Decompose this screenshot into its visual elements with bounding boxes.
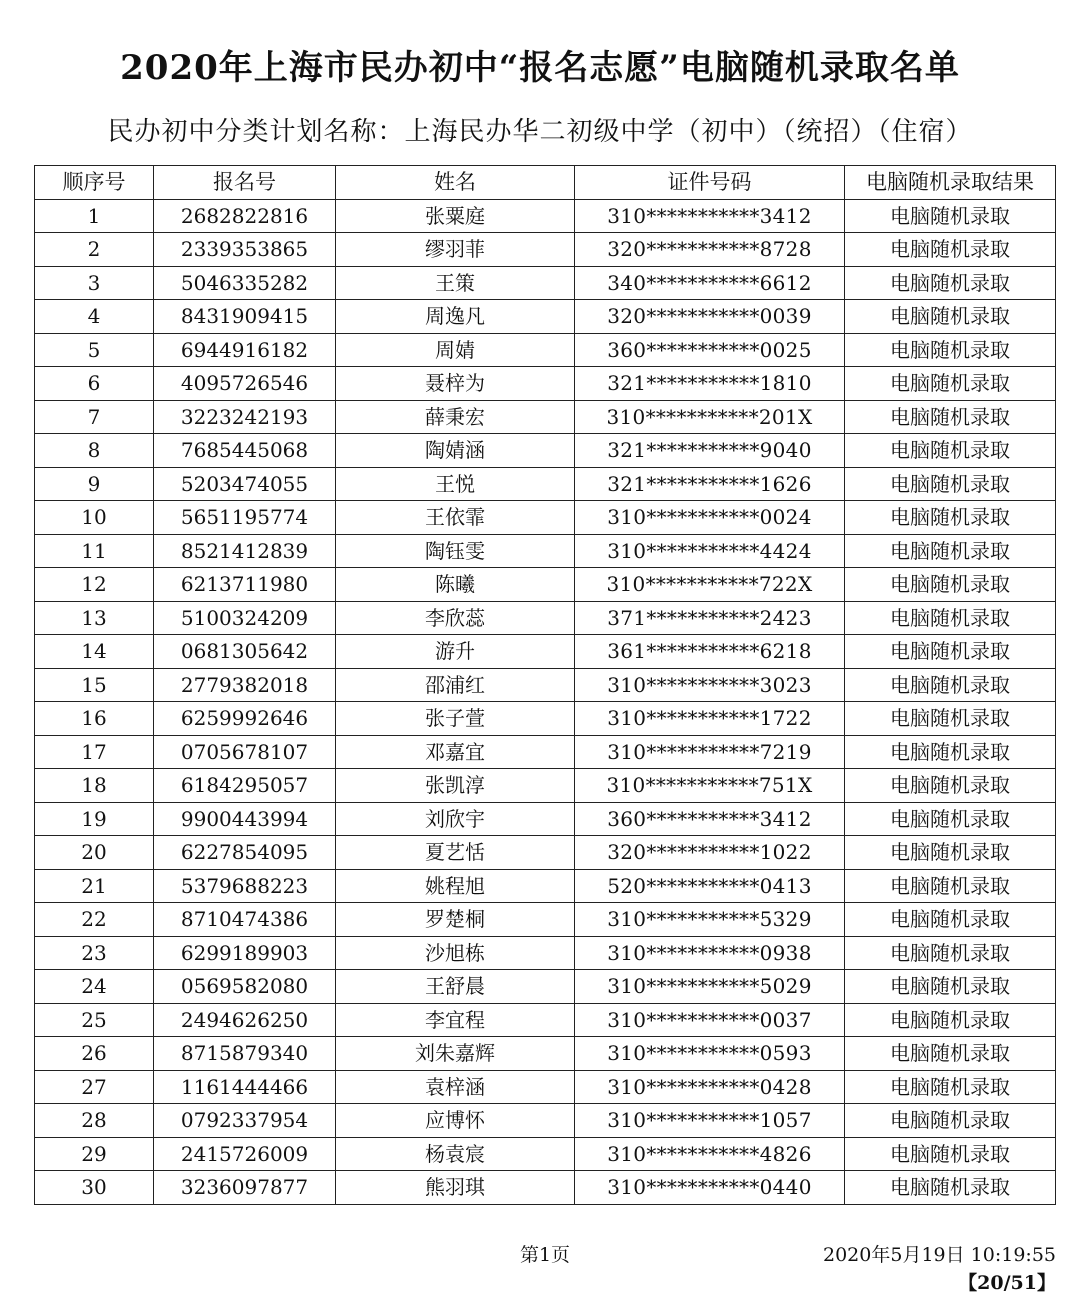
cell-name: 王依霏: [336, 501, 575, 535]
table-header-row: [35, 166, 1056, 200]
table-row: [35, 936, 1056, 970]
cell-sequence: 29: [35, 1137, 154, 1171]
cell-sequence: 25: [35, 1003, 154, 1037]
cell-admission-result: 电脑随机录取: [845, 400, 1056, 434]
cell-sequence: 1: [35, 199, 154, 233]
table-body: [35, 199, 1056, 1204]
cell-registration-number: 0569582080: [154, 970, 336, 1004]
cell-name: 姚程旭: [336, 869, 575, 903]
cell-registration-number: 0681305642: [154, 635, 336, 669]
cell-registration-number: 9900443994: [154, 802, 336, 836]
table-row: [35, 903, 1056, 937]
cell-id-number: 321***********1810: [575, 367, 845, 401]
cell-admission-result: 电脑随机录取: [845, 802, 1056, 836]
cell-name: 王舒晨: [336, 970, 575, 1004]
admission-table: [34, 165, 1056, 1205]
cell-admission-result: 电脑随机录取: [845, 233, 1056, 267]
cell-name: 邓嘉宜: [336, 735, 575, 769]
table-row: [35, 1037, 1056, 1071]
cell-registration-number: 6184295057: [154, 769, 336, 803]
cell-id-number: 310***********0024: [575, 501, 845, 535]
table-row: [35, 434, 1056, 468]
table-row: [35, 501, 1056, 535]
cell-id-number: 371***********2423: [575, 601, 845, 635]
cell-id-number: 310***********7219: [575, 735, 845, 769]
cell-id-number: 310***********5029: [575, 970, 845, 1004]
table-row: [35, 1070, 1056, 1104]
cell-id-number: 310***********5329: [575, 903, 845, 937]
table-row: [35, 568, 1056, 602]
header-sequence: 顺序号: [35, 166, 154, 200]
cell-registration-number: 6259992646: [154, 702, 336, 736]
cell-registration-number: 6227854095: [154, 836, 336, 870]
cell-admission-result: 电脑随机录取: [845, 434, 1056, 468]
cell-name: 薛秉宏: [336, 400, 575, 434]
table-row: [35, 836, 1056, 870]
cell-admission-result: 电脑随机录取: [845, 1070, 1056, 1104]
table-row: [35, 735, 1056, 769]
table-row: [35, 1003, 1056, 1037]
cell-registration-number: 2415726009: [154, 1137, 336, 1171]
cell-sequence: 14: [35, 635, 154, 669]
cell-registration-number: 0705678107: [154, 735, 336, 769]
cell-id-number: 321***********1626: [575, 467, 845, 501]
cell-sequence: 17: [35, 735, 154, 769]
cell-sequence: 6: [35, 367, 154, 401]
cell-sequence: 13: [35, 601, 154, 635]
cell-name: 陶钰雯: [336, 534, 575, 568]
cell-id-number: 320***********0039: [575, 300, 845, 334]
cell-name: 张粟庭: [336, 199, 575, 233]
table-row: [35, 534, 1056, 568]
cell-admission-result: 电脑随机录取: [845, 970, 1056, 1004]
table-row: [35, 300, 1056, 334]
cell-id-number: 310***********0440: [575, 1171, 845, 1205]
page-number: 第1页: [519, 1244, 571, 1266]
cell-id-number: 361***********6218: [575, 635, 845, 669]
cell-registration-number: 2682822816: [154, 199, 336, 233]
table-row: [35, 970, 1056, 1004]
document-title: 2020年上海市民办初中“报名志愿”电脑随机录取名单: [120, 48, 960, 88]
cell-admission-result: 电脑随机录取: [845, 1037, 1056, 1071]
cell-admission-result: 电脑随机录取: [845, 769, 1056, 803]
table-row: [35, 400, 1056, 434]
cell-registration-number: 6944916182: [154, 333, 336, 367]
cell-name: 熊羽琪: [336, 1171, 575, 1205]
cell-registration-number: 4095726546: [154, 367, 336, 401]
cell-sequence: 7: [35, 400, 154, 434]
cell-name: 沙旭栋: [336, 936, 575, 970]
cell-sequence: 5: [35, 333, 154, 367]
cell-sequence: 8: [35, 434, 154, 468]
cell-sequence: 28: [35, 1104, 154, 1138]
cell-id-number: 320***********8728: [575, 233, 845, 267]
cell-sequence: 9: [35, 467, 154, 501]
cell-name: 王策: [336, 266, 575, 300]
cell-admission-result: 电脑随机录取: [845, 300, 1056, 334]
cell-registration-number: 3223242193: [154, 400, 336, 434]
cell-registration-number: 6213711980: [154, 568, 336, 602]
cell-admission-result: 电脑随机录取: [845, 601, 1056, 635]
cell-admission-result: 电脑随机录取: [845, 1003, 1056, 1037]
cell-sequence: 23: [35, 936, 154, 970]
table-row: [35, 869, 1056, 903]
cell-name: 李宜程: [336, 1003, 575, 1037]
table-row: [35, 333, 1056, 367]
cell-id-number: 310***********4424: [575, 534, 845, 568]
cell-id-number: 310***********0938: [575, 936, 845, 970]
cell-id-number: 340***********6612: [575, 266, 845, 300]
cell-id-number: 310***********0593: [575, 1037, 845, 1071]
cell-id-number: 520***********0413: [575, 869, 845, 903]
cell-name: 周婧: [336, 333, 575, 367]
cell-admission-result: 电脑随机录取: [845, 936, 1056, 970]
cell-sequence: 3: [35, 266, 154, 300]
cell-registration-number: 5651195774: [154, 501, 336, 535]
cell-admission-result: 电脑随机录取: [845, 501, 1056, 535]
document-subtitle: 民办初中分类计划名称：上海民办华二初级中学（初中）（统招）（住宿）: [107, 117, 973, 147]
cell-name: 陶婧涵: [336, 434, 575, 468]
cell-registration-number: 8431909415: [154, 300, 336, 334]
cell-id-number: 320***********1022: [575, 836, 845, 870]
cell-id-number: 310***********722X: [575, 568, 845, 602]
cell-sequence: 10: [35, 501, 154, 535]
table-row: [35, 233, 1056, 267]
cell-name: 刘朱嘉辉: [336, 1037, 575, 1071]
table-row: [35, 635, 1056, 669]
cell-registration-number: 7685445068: [154, 434, 336, 468]
cell-id-number: 310***********3023: [575, 668, 845, 702]
cell-name: 聂梓为: [336, 367, 575, 401]
cell-registration-number: 0792337954: [154, 1104, 336, 1138]
cell-admission-result: 电脑随机录取: [845, 702, 1056, 736]
table-row: [35, 1171, 1056, 1205]
table-row: [35, 769, 1056, 803]
cell-admission-result: 电脑随机录取: [845, 568, 1056, 602]
table-row: [35, 266, 1056, 300]
cell-name: 缪羽菲: [336, 233, 575, 267]
cell-name: 邵浦红: [336, 668, 575, 702]
cell-sequence: 12: [35, 568, 154, 602]
cell-registration-number: 5046335282: [154, 266, 336, 300]
header-name: 姓名: [336, 166, 575, 200]
cell-id-number: 310***********751X: [575, 769, 845, 803]
cell-registration-number: 5100324209: [154, 601, 336, 635]
cell-sequence: 18: [35, 769, 154, 803]
cell-registration-number: 2339353865: [154, 233, 336, 267]
cell-registration-number: 8715879340: [154, 1037, 336, 1071]
cell-admission-result: 电脑随机录取: [845, 1137, 1056, 1171]
cell-sequence: 21: [35, 869, 154, 903]
cell-admission-result: 电脑随机录取: [845, 467, 1056, 501]
table-row: [35, 199, 1056, 233]
header-registration-number: 报名号: [154, 166, 336, 200]
cell-admission-result: 电脑随机录取: [845, 333, 1056, 367]
cell-admission-result: 电脑随机录取: [845, 903, 1056, 937]
cell-name: 张子萱: [336, 702, 575, 736]
cell-name: 应博怀: [336, 1104, 575, 1138]
cell-sequence: 20: [35, 836, 154, 870]
cell-sequence: 27: [35, 1070, 154, 1104]
cell-admission-result: 电脑随机录取: [845, 199, 1056, 233]
table-row: [35, 367, 1056, 401]
cell-sequence: 22: [35, 903, 154, 937]
cell-name: 袁梓涵: [336, 1070, 575, 1104]
cell-name: 周逸凡: [336, 300, 575, 334]
cell-admission-result: 电脑随机录取: [845, 668, 1056, 702]
cell-id-number: 360***********0025: [575, 333, 845, 367]
cell-registration-number: 6299189903: [154, 936, 336, 970]
cell-name: 王悦: [336, 467, 575, 501]
header-admission-result: 电脑随机录取结果: [845, 166, 1056, 200]
cell-admission-result: 电脑随机录取: [845, 1104, 1056, 1138]
cell-registration-number: 2494626250: [154, 1003, 336, 1037]
cell-id-number: 310***********0037: [575, 1003, 845, 1037]
table-row: [35, 668, 1056, 702]
cell-id-number: 310***********201X: [575, 400, 845, 434]
cell-registration-number: 8521412839: [154, 534, 336, 568]
cell-id-number: 360***********3412: [575, 802, 845, 836]
cell-name: 陈曦: [336, 568, 575, 602]
cell-registration-number: 2779382018: [154, 668, 336, 702]
cell-registration-number: 5203474055: [154, 467, 336, 501]
table-row: [35, 802, 1056, 836]
cell-sequence: 24: [35, 970, 154, 1004]
cell-admission-result: 电脑随机录取: [845, 1171, 1056, 1205]
cell-id-number: 310***********1057: [575, 1104, 845, 1138]
cell-admission-result: 电脑随机录取: [845, 367, 1056, 401]
cell-sequence: 30: [35, 1171, 154, 1205]
cell-sequence: 11: [35, 534, 154, 568]
cell-name: 夏艺恬: [336, 836, 575, 870]
cell-admission-result: 电脑随机录取: [845, 836, 1056, 870]
cell-sequence: 2: [35, 233, 154, 267]
cell-admission-result: 电脑随机录取: [845, 635, 1056, 669]
cell-id-number: 310***********0428: [575, 1070, 845, 1104]
table-row: [35, 1104, 1056, 1138]
cell-id-number: 321***********9040: [575, 434, 845, 468]
cell-id-number: 310***********4826: [575, 1137, 845, 1171]
cell-sequence: 19: [35, 802, 154, 836]
cell-name: 李欣蕊: [336, 601, 575, 635]
cell-sequence: 15: [35, 668, 154, 702]
cell-id-number: 310***********3412: [575, 199, 845, 233]
cell-registration-number: 5379688223: [154, 869, 336, 903]
cell-sequence: 4: [35, 300, 154, 334]
cell-registration-number: 1161444466: [154, 1070, 336, 1104]
table-row: [35, 601, 1056, 635]
print-timestamp: 2020年5月19日 10:19:55: [823, 1244, 1056, 1266]
header-id-number: 证件号码: [575, 166, 845, 200]
cell-name: 张凯淳: [336, 769, 575, 803]
cell-id-number: 310***********1722: [575, 702, 845, 736]
cell-name: 刘欣宇: [336, 802, 575, 836]
cell-admission-result: 电脑随机录取: [845, 534, 1056, 568]
cell-admission-result: 电脑随机录取: [845, 869, 1056, 903]
cell-name: 游升: [336, 635, 575, 669]
cell-registration-number: 3236097877: [154, 1171, 336, 1205]
cell-name: 罗楚桐: [336, 903, 575, 937]
table-row: [35, 1137, 1056, 1171]
cell-admission-result: 电脑随机录取: [845, 735, 1056, 769]
cell-admission-result: 电脑随机录取: [845, 266, 1056, 300]
page-counter: 【20/51】: [958, 1272, 1056, 1294]
cell-name: 杨袁宸: [336, 1137, 575, 1171]
table-row: [35, 467, 1056, 501]
cell-sequence: 16: [35, 702, 154, 736]
cell-sequence: 26: [35, 1037, 154, 1071]
table-row: [35, 702, 1056, 736]
cell-registration-number: 8710474386: [154, 903, 336, 937]
